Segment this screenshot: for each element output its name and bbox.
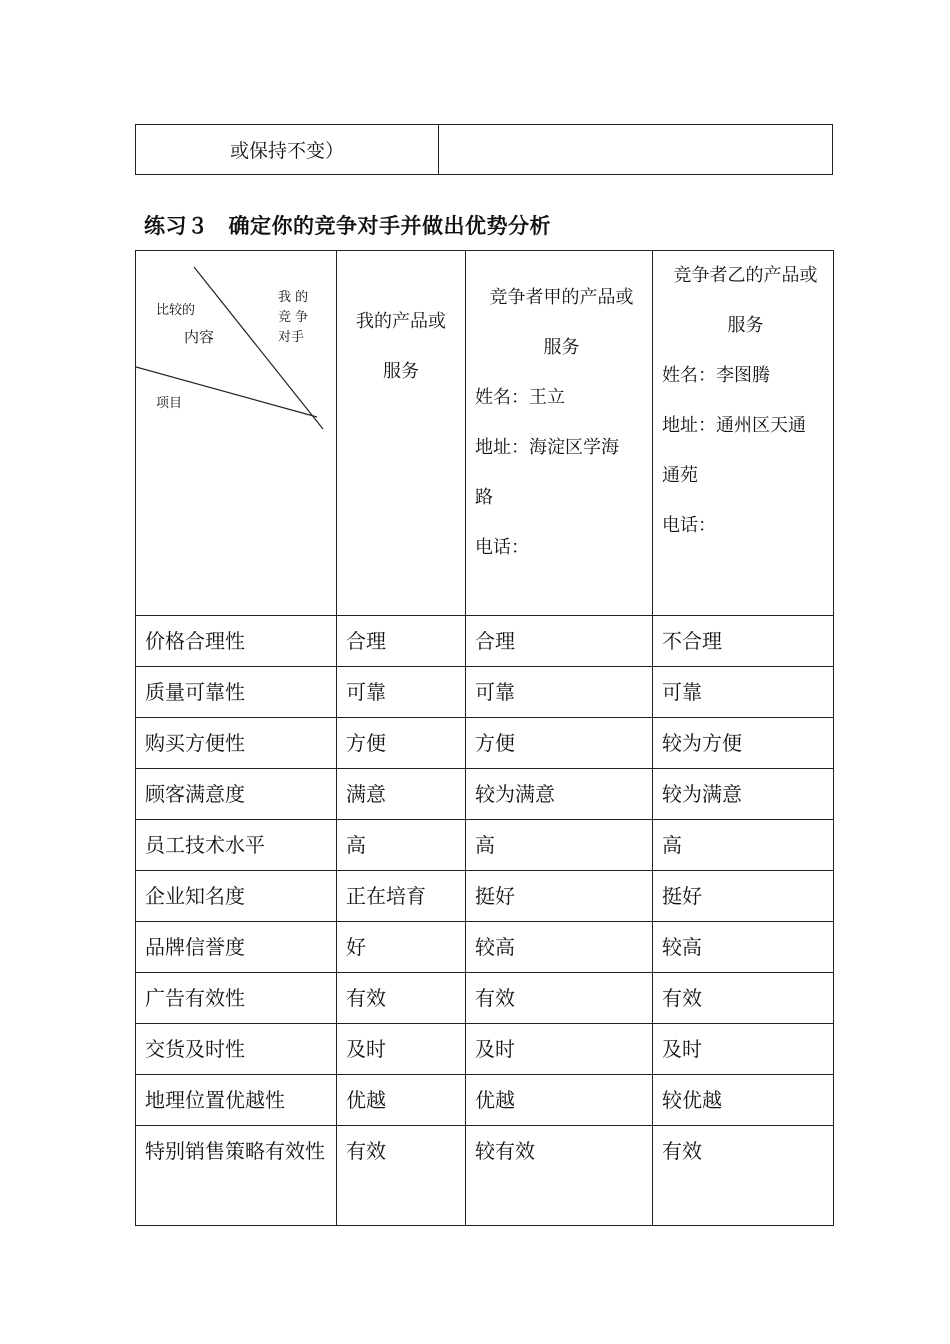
header-compA-address2: 路 [475,487,493,508]
row-mine: 正在培育 [337,871,466,922]
row-competitor-a: 较为满意 [466,769,653,820]
table-row [136,871,834,922]
continuation-cell-right [439,125,833,175]
header-compA-phone: 电话： [475,537,529,558]
row-competitor-b: 较高 [653,922,834,973]
row-competitor-a: 挺好 [466,871,653,922]
row-mine: 高 [337,820,466,871]
diag-label-rival-1: 我 的 [278,290,309,305]
header-compB-name: 姓名：李图腾 [662,365,770,386]
row-competitor-a: 方便 [466,718,653,769]
row-criterion: 品牌信誉度 [136,922,337,973]
row-competitor-b: 较为满意 [653,769,834,820]
header-compB-phone: 电话： [662,515,716,536]
row-competitor-b: 高 [653,820,834,871]
header-mine-line1: 我的产品或 [356,311,446,332]
competitor-analysis-table [135,250,834,1226]
row-competitor-a: 合理 [466,616,653,667]
table-row [136,718,834,769]
row-competitor-b: 可靠 [653,667,834,718]
row-competitor-a: 有效 [466,973,653,1024]
row-mine: 合理 [337,616,466,667]
row-mine: 满意 [337,769,466,820]
row-competitor-a: 较高 [466,922,653,973]
row-competitor-b: 较优越 [653,1075,834,1126]
row-criterion: 员工技术水平 [136,820,337,871]
row-mine: 及时 [337,1024,466,1075]
row-criterion: 购买方便性 [136,718,337,769]
diag-label-rival-2: 竞 争 [278,310,309,325]
table-row [136,973,834,1024]
header-compA-line2: 服务 [543,337,580,358]
row-criterion: 特别销售策略有效性 [136,1126,337,1226]
table-row [136,667,834,718]
row-criterion: 价格合理性 [136,616,337,667]
table-row [136,1075,834,1126]
row-criterion: 顾客满意度 [136,769,337,820]
header-compA-name: 姓名：王立 [475,387,565,408]
row-criterion: 质量可靠性 [136,667,337,718]
header-compB-address2: 通苑 [662,465,698,486]
row-mine: 好 [337,922,466,973]
table-row [136,769,834,820]
table-row [136,616,834,667]
row-criterion: 企业知名度 [136,871,337,922]
exercise-title: 确定你的竞争对手并做出优势分析 [228,213,551,238]
header-compA-line1: 竞争者甲的产品或 [489,287,634,308]
row-competitor-b: 挺好 [653,871,834,922]
exercise-number: 练习３ [144,213,209,238]
row-mine: 优越 [337,1075,466,1126]
continuation-table [135,124,833,175]
row-competitor-b: 及时 [653,1024,834,1075]
row-competitor-b: 不合理 [653,616,834,667]
row-competitor-a: 可靠 [466,667,653,718]
row-mine: 方便 [337,718,466,769]
row-criterion: 广告有效性 [136,973,337,1024]
row-competitor-a: 及时 [466,1024,653,1075]
table-body [136,616,834,1226]
row-mine: 有效 [337,1126,466,1226]
header-competitor-b [653,251,834,616]
table-row [136,1024,834,1075]
header-compB-line1: 竞争者乙的产品或 [673,265,818,286]
row-competitor-b: 有效 [653,973,834,1024]
row-competitor-a: 优越 [466,1075,653,1126]
diag-label-content: 内容 [184,328,215,346]
table-row [136,1126,834,1226]
table-row [136,820,834,871]
diag-label-rival-3: 对手 [278,330,305,345]
row-mine: 有效 [337,973,466,1024]
header-mine-line2: 服务 [383,361,419,382]
diag-label-compare: 比较的 [156,303,196,318]
header-competitor-a [466,251,653,616]
row-criterion: 地理位置优越性 [136,1075,337,1126]
header-row [136,251,834,616]
diagonal-header-cell [136,251,337,616]
row-competitor-a: 高 [466,820,653,871]
row-criterion: 交货及时性 [136,1024,337,1075]
row-competitor-b: 有效 [653,1126,834,1226]
continuation-cell-left: 或保持不变） [136,125,439,175]
header-compB-address: 地址：通州区天通 [662,415,806,436]
table-row [136,922,834,973]
row-mine: 可靠 [337,667,466,718]
header-compB-line2: 服务 [727,315,764,336]
header-compA-address: 地址：海淀区学海 [475,437,619,458]
exercise-heading [144,210,551,240]
row-competitor-a: 较有效 [466,1126,653,1226]
diag-label-item: 项目 [156,396,183,411]
header-mine [337,251,466,616]
row-competitor-b: 较为方便 [653,718,834,769]
